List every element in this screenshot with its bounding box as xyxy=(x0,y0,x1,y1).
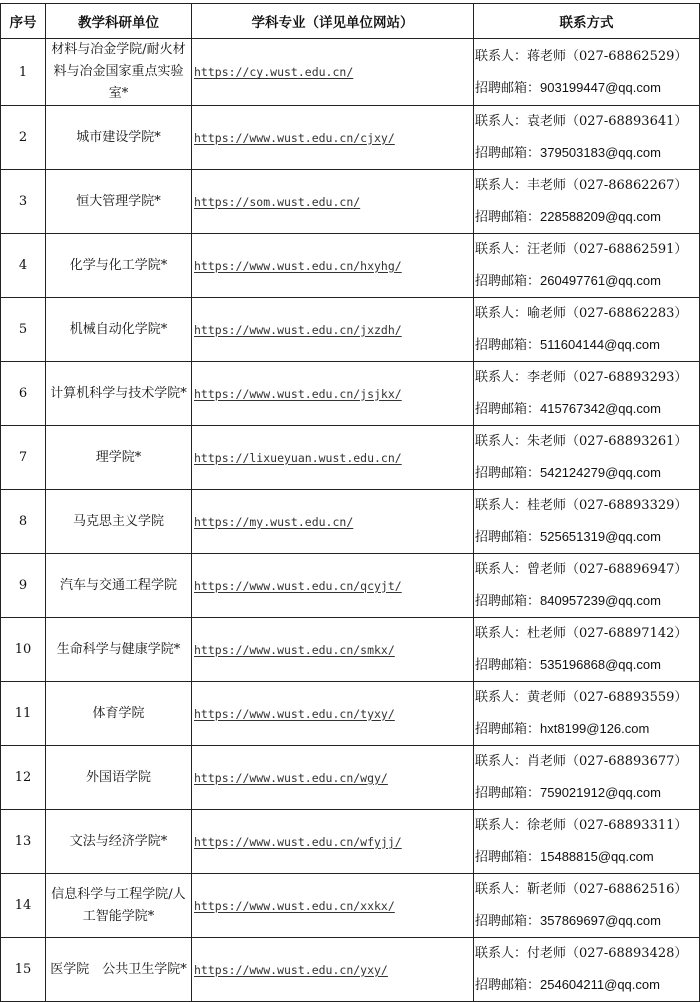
contact-info xyxy=(474,106,700,170)
table-row xyxy=(1,298,700,362)
table-row xyxy=(1,362,700,426)
contact-person xyxy=(475,874,699,905)
contact-value: 喻老师（027-68862283） xyxy=(527,306,688,321)
table-row xyxy=(1,234,700,298)
table-row xyxy=(1,618,700,682)
email-value[interactable]: 525651319@qq.com xyxy=(540,529,661,544)
contact-person xyxy=(475,106,699,137)
email-label: 招聘邮箱： xyxy=(475,850,541,865)
email-label: 招聘邮箱： xyxy=(475,658,541,673)
unit-website-link[interactable]: https://www.wust.edu.cn/cjxy/ xyxy=(192,106,474,170)
row-number: 1 xyxy=(1,39,46,106)
contact-value: 朱老师（027-68893261） xyxy=(527,434,688,449)
contact-value: 杜老师（027-68897142） xyxy=(527,626,688,641)
email-value[interactable]: 542124279@qq.com xyxy=(540,465,661,480)
table-row xyxy=(1,874,700,938)
email-value[interactable]: hxt8199@126.com xyxy=(540,721,650,736)
unit-name: 机械自动化学院* xyxy=(46,298,192,362)
row-number: 11 xyxy=(1,682,46,746)
contact-value: 曾老师（027-68896947） xyxy=(527,562,688,577)
contact-label: 联系人： xyxy=(475,626,528,641)
table-row xyxy=(1,810,700,874)
contact-person xyxy=(475,746,699,777)
email-value[interactable]: 840957239@qq.com xyxy=(540,593,661,608)
recruit-email xyxy=(475,393,699,425)
unit-name: 生命科学与健康学院* xyxy=(46,618,192,682)
recruit-email xyxy=(475,585,699,617)
contact-info xyxy=(474,170,700,234)
contact-info xyxy=(474,234,700,298)
header-unit: 教学科研单位 xyxy=(46,4,192,39)
contact-label: 联系人： xyxy=(475,946,528,961)
email-label: 招聘邮箱： xyxy=(475,80,541,96)
table-row xyxy=(1,554,700,618)
header-site: 学科专业（详见单位网站） xyxy=(192,4,474,39)
table-row xyxy=(1,938,700,1002)
contact-person xyxy=(475,41,699,72)
contact-info xyxy=(474,362,700,426)
contact-label: 联系人： xyxy=(475,818,528,833)
contact-value: 桂老师（027-68893329） xyxy=(527,498,688,513)
email-value[interactable]: 535196868@qq.com xyxy=(540,657,661,672)
recruit-email xyxy=(475,649,699,681)
table-row xyxy=(1,682,700,746)
contact-info xyxy=(474,746,700,810)
recruit-email xyxy=(475,713,699,745)
contact-person xyxy=(475,298,699,329)
unit-website-link[interactable]: https://www.wust.edu.cn/xxkx/ xyxy=(192,874,474,938)
email-label: 招聘邮箱： xyxy=(475,722,541,737)
contact-value: 丰老师（027-86862267） xyxy=(527,178,688,193)
email-value[interactable]: 228588209@qq.com xyxy=(540,209,661,224)
unit-website-link[interactable]: https://www.wust.edu.cn/wgy/ xyxy=(192,746,474,810)
unit-website-link[interactable]: https://www.wust.edu.cn/wfyjj/ xyxy=(192,810,474,874)
table-row xyxy=(1,490,700,554)
recruit-email xyxy=(475,201,699,233)
unit-website-link[interactable]: https://som.wust.edu.cn/ xyxy=(192,170,474,234)
unit-name: 计算机科学与技术学院* xyxy=(46,362,192,426)
contact-info xyxy=(474,298,700,362)
unit-name: 信息科学与工程学院/人工智能学院* xyxy=(46,874,192,938)
table-row xyxy=(1,746,700,810)
contact-label: 联系人： xyxy=(475,562,528,577)
email-label: 招聘邮箱： xyxy=(475,978,541,993)
unit-website-link[interactable]: https://www.wust.edu.cn/qcyjt/ xyxy=(192,554,474,618)
contact-info xyxy=(474,490,700,554)
recruit-email xyxy=(475,329,699,361)
unit-website-link[interactable]: https://cy.wust.edu.cn/ xyxy=(192,39,474,106)
recruit-email xyxy=(475,969,699,1001)
recruit-email xyxy=(475,137,699,169)
unit-website-link[interactable]: https://lixueyuan.wust.edu.cn/ xyxy=(192,426,474,490)
row-number: 15 xyxy=(1,938,46,1002)
email-value[interactable]: 379503183@qq.com xyxy=(540,145,661,160)
unit-name: 医学院 公共卫生学院* xyxy=(46,938,192,1002)
email-value[interactable]: 511604144@qq.com xyxy=(540,337,660,352)
contact-value: 李老师（027-68893293） xyxy=(527,370,688,385)
contact-label: 联系人： xyxy=(475,754,528,769)
email-label: 招聘邮箱： xyxy=(475,338,541,353)
contact-person xyxy=(475,426,699,457)
contact-label: 联系人： xyxy=(475,434,528,449)
table-header-row xyxy=(1,4,700,39)
row-number: 3 xyxy=(1,170,46,234)
contact-info xyxy=(474,938,700,1002)
contact-person xyxy=(475,554,699,585)
email-label: 招聘邮箱： xyxy=(475,786,541,801)
contact-info xyxy=(474,426,700,490)
header-num: 序号 xyxy=(1,4,46,39)
contact-label: 联系人： xyxy=(475,178,528,193)
contact-label: 联系人： xyxy=(475,306,528,321)
unit-website-link[interactable]: https://www.wust.edu.cn/jxzdh/ xyxy=(192,298,474,362)
email-value[interactable]: 357869697@qq.com xyxy=(540,913,661,928)
recruit-email xyxy=(475,521,699,553)
email-label: 招聘邮箱： xyxy=(475,210,541,225)
contact-person xyxy=(475,170,699,201)
email-label: 招聘邮箱： xyxy=(475,530,541,545)
unit-website-link[interactable]: https://my.wust.edu.cn/ xyxy=(192,490,474,554)
unit-name: 体育学院 xyxy=(46,682,192,746)
email-value[interactable]: 759021912@qq.com xyxy=(540,785,661,800)
unit-name: 化学与化工学院* xyxy=(46,234,192,298)
row-number: 8 xyxy=(1,490,46,554)
row-number: 7 xyxy=(1,426,46,490)
recruitment-table xyxy=(0,3,700,1002)
unit-name: 城市建设学院* xyxy=(46,106,192,170)
recruit-email xyxy=(475,905,699,937)
email-value[interactable]: 903199447@qq.com xyxy=(540,79,661,95)
contact-person xyxy=(475,682,699,713)
recruit-email xyxy=(475,72,699,104)
unit-name: 材料与冶金学院/耐火材料与冶金国家重点实验室* xyxy=(46,39,192,106)
email-value[interactable]: 15488815@qq.com xyxy=(540,849,654,864)
contact-info xyxy=(474,618,700,682)
row-number: 9 xyxy=(1,554,46,618)
contact-value: 袁老师（027-68893641） xyxy=(527,114,688,129)
recruit-email xyxy=(475,265,699,297)
header-contact: 联系方式 xyxy=(474,4,700,39)
email-value[interactable]: 415767342@qq.com xyxy=(540,401,661,416)
table-row xyxy=(1,426,700,490)
row-number: 12 xyxy=(1,746,46,810)
contact-info xyxy=(474,682,700,746)
row-number: 5 xyxy=(1,298,46,362)
contact-value: 靳老师（027-68862516） xyxy=(527,882,688,897)
contact-label: 联系人： xyxy=(475,242,528,257)
contact-person xyxy=(475,810,699,841)
unit-website-link[interactable]: https://www.wust.edu.cn/jsjkx/ xyxy=(192,362,474,426)
unit-name: 马克思主义学院 xyxy=(46,490,192,554)
contact-label: 联系人： xyxy=(475,114,528,129)
row-number: 2 xyxy=(1,106,46,170)
email-label: 招聘邮箱： xyxy=(475,594,541,609)
recruit-email xyxy=(475,777,699,809)
recruit-email xyxy=(475,841,699,873)
unit-website-link[interactable]: https://www.wust.edu.cn/tyxy/ xyxy=(192,682,474,746)
contact-person xyxy=(475,490,699,521)
email-label: 招聘邮箱： xyxy=(475,402,541,417)
table-row xyxy=(1,106,700,170)
row-number: 4 xyxy=(1,234,46,298)
contact-value: 徐老师（027-68893311） xyxy=(527,818,688,833)
contact-label: 联系人： xyxy=(475,690,528,705)
contact-value: 汪老师（027-68862591） xyxy=(527,242,688,257)
contact-label: 联系人： xyxy=(475,48,528,64)
contact-label: 联系人： xyxy=(475,370,528,385)
unit-website-link[interactable]: https://www.wust.edu.cn/yxy/ xyxy=(192,938,474,1002)
email-label: 招聘邮箱： xyxy=(475,914,541,929)
email-value[interactable]: 260497761@qq.com xyxy=(540,273,661,288)
contact-person xyxy=(475,234,699,265)
contact-value: 付老师（027-68893428） xyxy=(527,946,688,961)
row-number: 10 xyxy=(1,618,46,682)
contact-label: 联系人： xyxy=(475,882,528,897)
contact-value: 肖老师（027-68893677） xyxy=(527,754,688,769)
row-number: 13 xyxy=(1,810,46,874)
contact-person xyxy=(475,618,699,649)
unit-name: 文法与经济学院* xyxy=(46,810,192,874)
unit-name: 外国语学院 xyxy=(46,746,192,810)
contact-value: 黄老师（027-68893559） xyxy=(527,690,688,705)
unit-name: 汽车与交通工程学院 xyxy=(46,554,192,618)
table-row xyxy=(1,170,700,234)
contact-info xyxy=(474,554,700,618)
unit-name: 理学院* xyxy=(46,426,192,490)
contact-info xyxy=(474,39,700,106)
email-value[interactable]: 254604211@qq.com xyxy=(540,977,660,992)
unit-website-link[interactable]: https://www.wust.edu.cn/hxyhg/ xyxy=(192,234,474,298)
unit-name: 恒大管理学院* xyxy=(46,170,192,234)
contact-info xyxy=(474,810,700,874)
contact-info xyxy=(474,874,700,938)
recruit-email xyxy=(475,457,699,489)
contact-label: 联系人： xyxy=(475,498,528,513)
contact-value: 蒋老师（027-68862529） xyxy=(527,48,688,64)
email-label: 招聘邮箱： xyxy=(475,274,541,289)
unit-website-link[interactable]: https://www.wust.edu.cn/smkx/ xyxy=(192,618,474,682)
table-row xyxy=(1,39,700,106)
email-label: 招聘邮箱： xyxy=(475,466,541,481)
contact-person xyxy=(475,362,699,393)
email-label: 招聘邮箱： xyxy=(475,146,541,161)
row-number: 14 xyxy=(1,874,46,938)
row-number: 6 xyxy=(1,362,46,426)
contact-person xyxy=(475,938,699,969)
